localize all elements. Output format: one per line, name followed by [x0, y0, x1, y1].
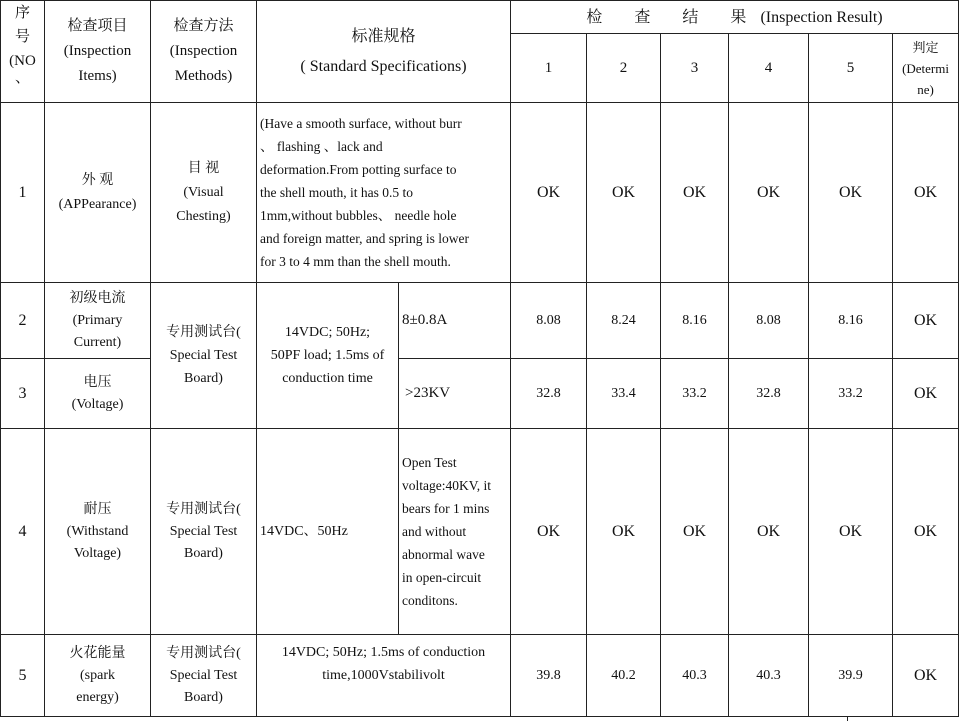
result-cell: 32.8: [729, 359, 809, 429]
result-cell: 40.2: [587, 635, 661, 717]
determine-cell: OK: [893, 283, 959, 359]
table-row: [1, 359, 959, 429]
row-spec: (Have a smooth surface, without burr 、 flashing 、lack and deformation.From potting surface to the shell mouth, it has 0.5 to 1mm,without bubbles、 needle hole and foreign matter, and spring is lower for 3 to 4 mm than the shell mouth.: [257, 103, 511, 283]
result-cell: 40.3: [729, 635, 809, 717]
header-determine: 判定 (Determi ne): [893, 34, 959, 103]
header-no: 序 号 (NO 、: [1, 1, 45, 103]
row-item: 初级电流 (Primary Current): [45, 283, 151, 359]
result-cell: OK: [661, 103, 729, 283]
row-no: 2: [1, 283, 45, 359]
table-row: [1, 283, 959, 359]
row-spec: 14VDC; 50Hz; 1.5ms of conduction time,1000Vstabilivolt: [257, 635, 511, 717]
row-method: 专用测试台( Special Test Board): [151, 429, 257, 635]
result-cell: 40.3: [661, 635, 729, 717]
row-no: 4: [1, 429, 45, 635]
result-cell: 8.16: [809, 283, 893, 359]
result-cell: 8.24: [587, 283, 661, 359]
header-standard: 标准规格 ( Standard Specifications): [257, 1, 511, 103]
row-spec: 8±0.8A: [399, 283, 511, 359]
row-spec: Open Test voltage:40KV, it bears for 1 mins and without abnormal wave in open-circuit conditons.: [399, 429, 511, 635]
result-cell: OK: [661, 429, 729, 635]
row-method: 目 视 (Visual Chesting): [151, 103, 257, 283]
sample-col-5: 5: [809, 34, 893, 103]
determine-cell: OK: [893, 103, 959, 283]
row-item: 耐压 (Withstand Voltage): [45, 429, 151, 635]
sample-col-3: 3: [661, 34, 729, 103]
result-cell: OK: [729, 429, 809, 635]
table-row: [1, 635, 959, 717]
result-cell: OK: [729, 103, 809, 283]
sample-col-2: 2: [587, 34, 661, 103]
row-no: 1: [1, 103, 45, 283]
result-cell: 33.2: [809, 359, 893, 429]
row-spec: >23KV: [399, 359, 511, 429]
determine-cell: OK: [893, 359, 959, 429]
table-edge-mark: [847, 716, 848, 721]
sample-col-1: 1: [511, 34, 587, 103]
table-row: [1, 103, 959, 283]
result-cell: 33.4: [587, 359, 661, 429]
header-methods: 检查方法 (Inspection Methods): [151, 1, 257, 103]
header-items: 检查项目 (Inspection Items): [45, 1, 151, 103]
sample-col-4: 4: [729, 34, 809, 103]
result-cell: 33.2: [661, 359, 729, 429]
row-no: 3: [1, 359, 45, 429]
result-cell: 8.08: [511, 283, 587, 359]
table-row: [1, 429, 959, 635]
determine-cell: OK: [893, 635, 959, 717]
result-cell: 8.08: [729, 283, 809, 359]
header-result: 检 查 结 果(Inspection Result): [511, 1, 959, 34]
result-cell: 32.8: [511, 359, 587, 429]
row-no: 5: [1, 635, 45, 717]
result-cell: OK: [809, 429, 893, 635]
row-method: 专用测试台( Special Test Board): [151, 635, 257, 717]
row-item: 火花能量 (spark energy): [45, 635, 151, 717]
result-cell: OK: [511, 429, 587, 635]
row-condition: 14VDC; 50Hz; 50PF load; 1.5ms of conduction time: [257, 283, 399, 429]
result-cell: 39.8: [511, 635, 587, 717]
row-item: 电压 (Voltage): [45, 359, 151, 429]
determine-cell: OK: [893, 429, 959, 635]
result-cell: 39.9: [809, 635, 893, 717]
result-cell: OK: [587, 103, 661, 283]
row-item: 外 观 (APPearance): [45, 103, 151, 283]
result-cell: 8.16: [661, 283, 729, 359]
row-condition: 14VDC、50Hz: [257, 429, 399, 635]
result-cell: OK: [809, 103, 893, 283]
result-cell: OK: [511, 103, 587, 283]
result-cell: OK: [587, 429, 661, 635]
row-method: 专用测试台( Special Test Board): [151, 283, 257, 429]
